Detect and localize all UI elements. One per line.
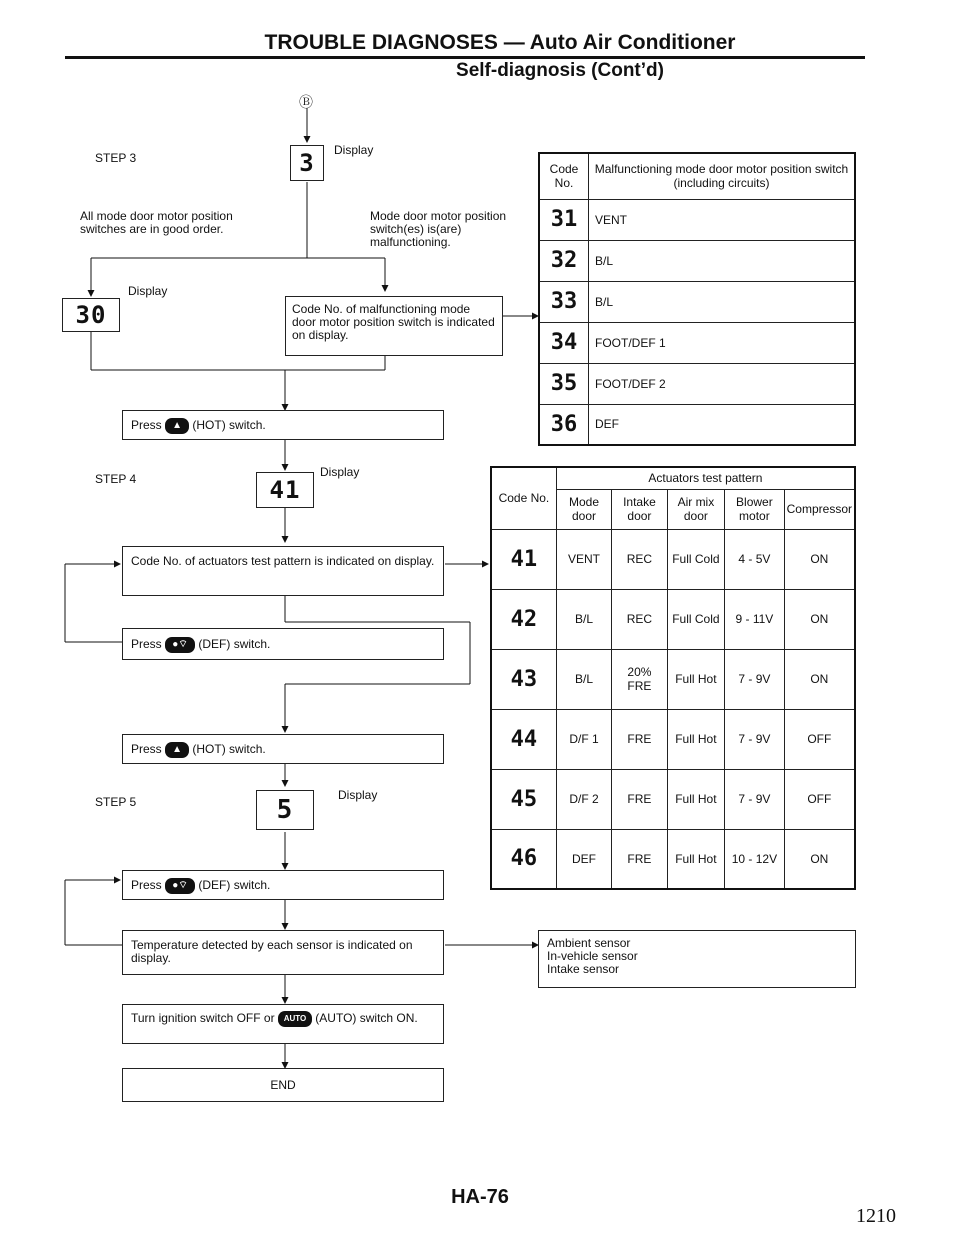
turn-off-text: Turn ignition switch OFF or	[131, 1011, 275, 1026]
hot-button-icon: ▲	[165, 418, 189, 434]
display-label: Display	[338, 788, 378, 802]
display-code-30-digits: 30	[75, 301, 107, 329]
actuator-indicated-box: Code No. of actuators test pattern is indicated on display.	[122, 546, 444, 596]
sensor-intake: Intake sensor	[547, 962, 620, 976]
display-code-5	[256, 790, 314, 830]
mode-table-label: B/L	[589, 281, 856, 322]
hot-switch-text: (HOT) switch.	[192, 418, 266, 433]
def-button-icon: ●⌔	[165, 878, 195, 894]
temperature-indicated-box: Temperature detected by each sensor is indicated on display.	[122, 930, 444, 975]
press-text: Press	[131, 742, 162, 757]
auto-button-icon: AUTO	[278, 1011, 312, 1027]
actuator-compressor: ON	[784, 589, 855, 649]
actuator-table	[490, 466, 856, 890]
actuator-col-header: Compressor	[784, 489, 855, 529]
actuator-code: 43	[491, 649, 556, 709]
actuator-compressor: ON	[784, 649, 855, 709]
mode-table-code: 34	[539, 322, 589, 363]
mode-table-label: B/L	[589, 240, 856, 281]
actuator-airmix: Full Cold	[667, 589, 724, 649]
actuator-table-group-header: Actuators test pattern	[556, 467, 855, 489]
actuator-mode: DEF	[556, 829, 611, 889]
actuator-code: 45	[491, 769, 556, 829]
actuator-code: 42	[491, 589, 556, 649]
display-code-3-digits: 3	[299, 149, 315, 177]
actuator-mode: B/L	[556, 589, 611, 649]
mode-table-label: DEF	[589, 404, 856, 445]
actuator-blower: 7 - 9V	[725, 709, 785, 769]
all-good-text: All mode door motor position switches are in good order.	[80, 209, 233, 236]
actuator-code: 44	[491, 709, 556, 769]
display-label: Display	[128, 284, 168, 298]
mode-table-code: 36	[539, 404, 589, 445]
sensor-ambient: Ambient sensor	[547, 936, 631, 950]
press-hot-step3	[122, 410, 444, 440]
actuator-code: 46	[491, 829, 556, 889]
actuator-mode: B/L	[556, 649, 611, 709]
sensor-in-vehicle: In-vehicle sensor	[547, 949, 638, 963]
step-4-label: STEP 4	[95, 472, 137, 486]
connector-b-icon: Ⓑ	[299, 94, 313, 110]
actuator-mode: D/F 1	[556, 709, 611, 769]
mode-door-table	[538, 152, 856, 446]
page-code: HA-76	[451, 1186, 509, 1208]
press-text: Press	[131, 878, 162, 893]
press-def-step5	[122, 870, 444, 900]
mode-table-label: FOOT/DEF 1	[589, 322, 856, 363]
sensors-box	[538, 930, 856, 988]
actuator-airmix: Full Hot	[667, 709, 724, 769]
turn-off-box	[122, 1004, 444, 1044]
display-code-5-digits: 5	[276, 795, 294, 825]
display-code-30	[62, 298, 120, 332]
press-hot-step4	[122, 734, 444, 764]
end-label: END	[270, 1078, 296, 1092]
actuator-airmix: Full Hot	[667, 829, 724, 889]
page-subtitle: Self-diagnosis (Cont’d)	[456, 60, 664, 81]
actuator-compressor: ON	[784, 529, 855, 589]
mode-table-code-header: Code No.	[539, 153, 589, 199]
hot-switch-text: (HOT) switch.	[192, 742, 266, 757]
actuator-blower: 7 - 9V	[725, 649, 785, 709]
press-text: Press	[131, 637, 162, 652]
actuator-intake: FRE	[612, 769, 667, 829]
end-box	[122, 1068, 444, 1102]
def-switch-text: (DEF) switch.	[198, 637, 271, 652]
actuator-intake: FRE	[612, 829, 667, 889]
actuator-col-header: Mode door	[556, 489, 611, 529]
mode-table-label: VENT	[589, 199, 856, 240]
actuator-airmix: Full Hot	[667, 649, 724, 709]
actuator-compressor: ON	[784, 829, 855, 889]
actuator-mode: VENT	[556, 529, 611, 589]
actuator-code: 41	[491, 529, 556, 589]
def-switch-text: (DEF) switch.	[198, 878, 271, 893]
actuator-table-code-header: Code No.	[491, 467, 556, 529]
page-number: 1210	[856, 1205, 896, 1227]
press-text: Press	[131, 418, 162, 433]
def-button-icon: ●⌔	[165, 637, 195, 653]
malfunction-text: Mode door motor position switch(es) is(are) malfunctioning.	[370, 209, 507, 249]
mode-table-code: 31	[539, 199, 589, 240]
display-code-3	[290, 145, 324, 181]
display-code-41-digits: 41	[269, 476, 301, 504]
mode-table-code: 33	[539, 281, 589, 322]
actuator-blower: 9 - 11V	[725, 589, 785, 649]
press-def-step4	[122, 628, 444, 660]
actuator-intake: REC	[612, 529, 667, 589]
page-title: TROUBLE DIAGNOSES — Auto Air Conditioner	[264, 31, 736, 54]
actuator-blower: 4 - 5V	[725, 529, 785, 589]
actuator-intake: FRE	[612, 709, 667, 769]
actuator-compressor: OFF	[784, 709, 855, 769]
actuator-blower: 7 - 9V	[725, 769, 785, 829]
actuator-col-header: Intake door	[612, 489, 667, 529]
step-3-label: STEP 3	[95, 151, 137, 165]
mode-table-label: FOOT/DEF 2	[589, 363, 856, 404]
mode-table-desc-header: Malfunctioning mode door motor position switch (including circuits)	[589, 153, 856, 199]
actuator-intake: REC	[612, 589, 667, 649]
display-label: Display	[334, 143, 374, 157]
display-code-41	[256, 472, 314, 508]
mode-table-code: 32	[539, 240, 589, 281]
auto-switch-text: (AUTO) switch ON.	[315, 1011, 418, 1026]
actuator-intake: 20% FRE	[612, 649, 667, 709]
mode-table-code: 35	[539, 363, 589, 404]
hot-button-icon: ▲	[165, 742, 189, 758]
actuator-col-header: Blower motor	[725, 489, 785, 529]
actuator-compressor: OFF	[784, 769, 855, 829]
actuator-airmix: Full Hot	[667, 769, 724, 829]
step-5-label: STEP 5	[95, 795, 137, 809]
actuator-blower: 10 - 12V	[725, 829, 785, 889]
display-label: Display	[320, 465, 360, 479]
code-indicated-box: Code No. of malfunctioning mode door motor position switch is indicated on display.	[285, 296, 503, 356]
actuator-col-header: Air mix door	[667, 489, 724, 529]
actuator-mode: D/F 2	[556, 769, 611, 829]
actuator-airmix: Full Cold	[667, 529, 724, 589]
